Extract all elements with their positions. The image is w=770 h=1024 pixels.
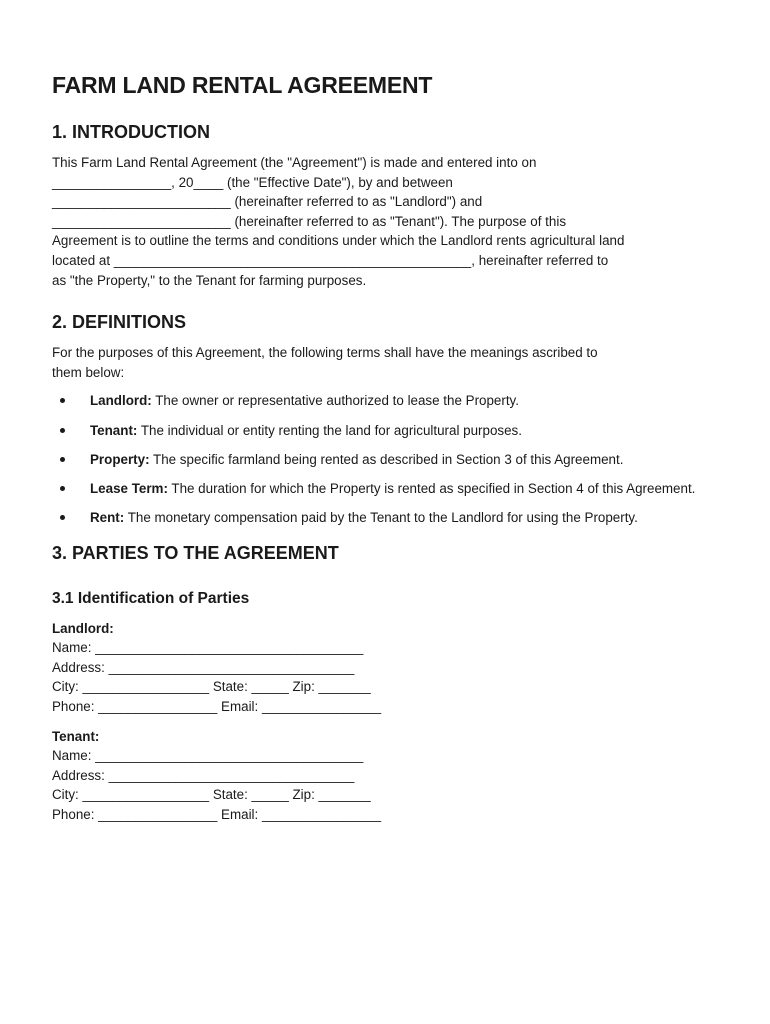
- introduction-heading: 1. INTRODUCTION: [52, 122, 211, 142]
- landlord-block: [52, 619, 718, 717]
- bullet-icon: [60, 398, 65, 403]
- definition-text: The duration for which the Property is rented as specified in Section 4 of this Agreement.: [171, 480, 696, 496]
- landlord-label: Landlord:: [52, 620, 114, 636]
- tenant-address-field: Address: _________________________________: [52, 767, 355, 783]
- definition-text: The monetary compensation paid by the Tenant to the Landlord for using the Property.: [127, 510, 638, 526]
- tenant-city-state-zip-field: City: _________________ State: _____ Zip: _______: [52, 787, 371, 803]
- definitions-heading: 2. DEFINITIONS: [52, 312, 187, 333]
- definitions-list: [52, 391, 718, 527]
- tenant-phone-email-field: Phone: ________________ Email: ________________: [52, 807, 382, 823]
- definition-term: Landlord:: [90, 393, 152, 409]
- identification-subheading: 3.1 Identification of Parties: [52, 589, 250, 607]
- definition-text: The individual or entity renting the land for agricultural purposes.: [140, 422, 522, 438]
- bullet-icon: [60, 457, 65, 462]
- tenant-label: Tenant:: [52, 728, 100, 744]
- document-title: FARM LAND RENTAL AGREEMENT: [52, 72, 433, 98]
- definition-text: The owner or representative authorized to lease the Property.: [155, 393, 519, 409]
- definition-term: Rent:: [90, 510, 125, 526]
- definition-item-lease-term: [52, 479, 718, 499]
- landlord-city-state-zip-field: City: _________________ State: _____ Zip: _______: [52, 679, 371, 695]
- definition-text: The specific farmland being rented as described in Section 3 of this Agreement.: [153, 451, 624, 467]
- definition-term: Tenant:: [90, 422, 138, 438]
- tenant-block: [52, 727, 718, 825]
- definition-term: Lease Term:: [90, 480, 168, 496]
- definition-term: Property:: [90, 451, 150, 467]
- landlord-address-field: Address: _________________________________: [52, 659, 355, 675]
- bullet-icon: [60, 515, 65, 520]
- tenant-name-field: Name: ____________________________________: [52, 748, 364, 764]
- definitions-intro: For the purposes of this Agreement, the following terms shall have the meanings ascribed to them below:: [52, 345, 598, 380]
- parties-heading: 3. PARTIES TO THE AGREEMENT: [52, 542, 339, 563]
- definition-item-landlord: [52, 391, 718, 411]
- bullet-icon: [60, 486, 65, 491]
- landlord-name-field: Name: ____________________________________: [52, 640, 364, 656]
- introduction-paragraph: This Farm Land Rental Agreement (the "Agreement") is made and entered into on ________________, 20____ (the "Effective Date"), by and between ________________________ (hereinafter referred to as "Landlord") and ________________________ (hereinafter referred to as "Tenant"). The purpose of this Agreement is to outline the terms and conditions under which the Landlord rents agricultural land located at ________________________________________________, hereinafter referred to as "the Property," to the Tenant for farming purposes.: [52, 155, 625, 288]
- definition-item-rent: [52, 508, 718, 528]
- bullet-icon: [60, 428, 65, 433]
- landlord-phone-email-field: Phone: ________________ Email: ________________: [52, 699, 382, 715]
- definition-item-property: [52, 450, 718, 470]
- definition-item-tenant: [52, 421, 718, 441]
